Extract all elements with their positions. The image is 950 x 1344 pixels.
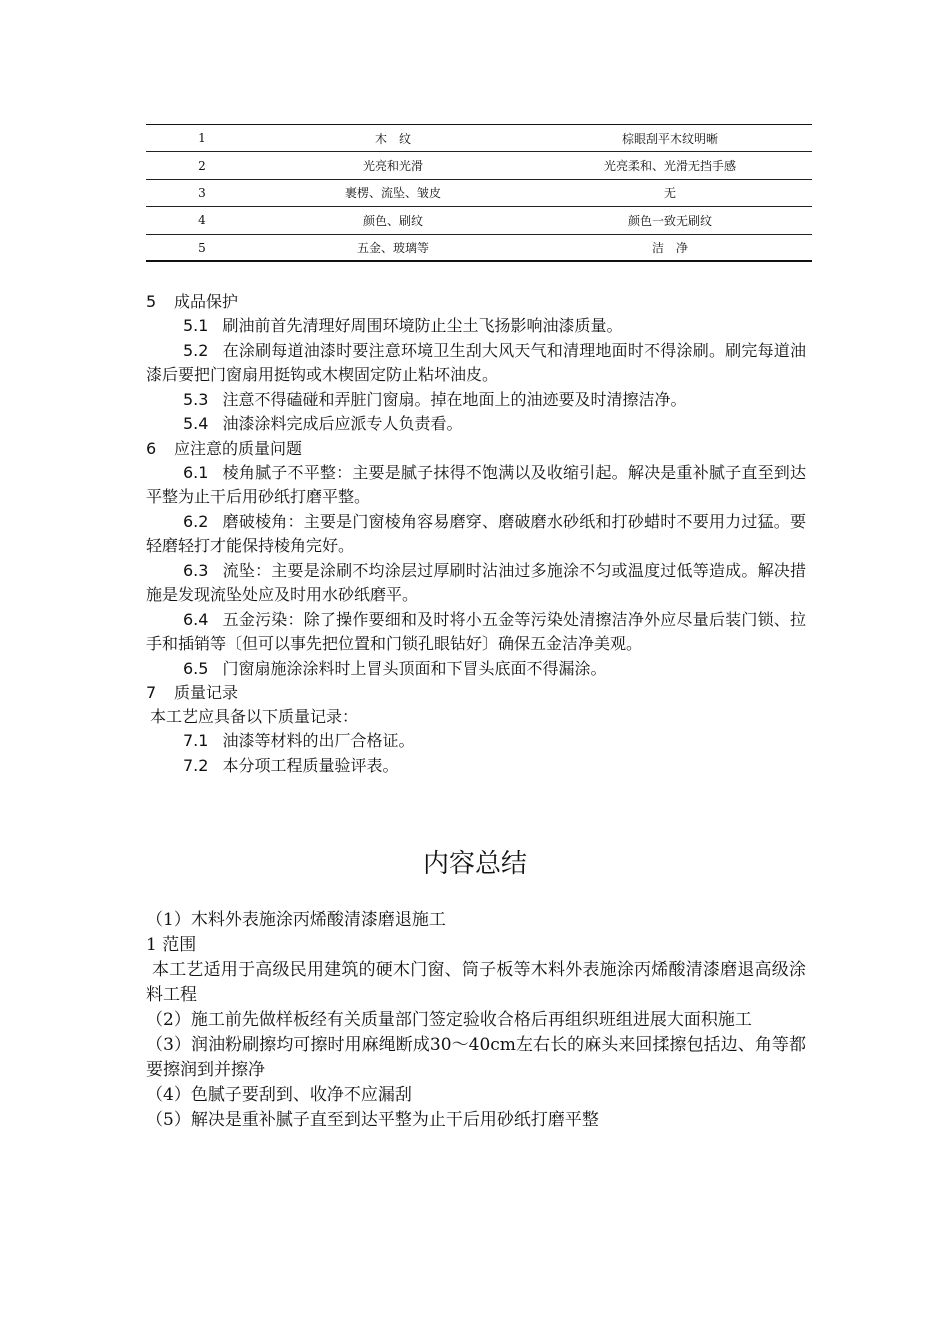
section-number: 5	[146, 292, 157, 311]
clause-6-2: 6.2 磨破棱角：主要是门窗棱角容易磨穿、磨破磨水砂纸和打砂蜡时不要用力过猛。要轻磨轻打才能保持棱角完好。	[146, 511, 806, 555]
summary-line: （2）施工前先做样板经有关质量部门签定验收合格后再组织班组进展大面积施工	[146, 1010, 752, 1030]
clause-5-1: 5.1 刷油前首先清理好周围环境防止尘土飞扬影响油漆质量。	[183, 316, 623, 335]
requirement: 洁 净	[528, 234, 812, 261]
requirement: 光亮柔和、光滑无挡手感	[528, 152, 812, 179]
check-item: 裹楞、流坠、皱皮	[258, 179, 528, 206]
clause-6-5: 6.5 门窗扇施涂涂料时上冒头顶面和下冒头底面不得漏涂。	[183, 658, 607, 678]
table-row	[146, 207, 812, 234]
summary-line: （5）解决是重补腻子直至到达平整为止干后用砂纸打磨平整	[146, 1110, 599, 1130]
summary-line: （3）润油粉刷擦均可擦时用麻绳断成30～40cm左右长的麻头来回揉擦包括边、角等都要擦润到并擦净	[146, 1035, 806, 1080]
clause-6-4: 6.4 五金污染：除了操作要细和及时将小五金等污染处清擦洁净外应尽量后装门锁、拉手和插销等〔但可以事先把位置和门锁孔眼钻好〕确保五金洁净美观。	[146, 609, 806, 653]
check-item: 五金、玻璃等	[258, 234, 528, 261]
clause-5-2: 5.2 在涂刷每道油漆时要注意环境卫生刮大风天气和清理地面时不得涂刷。刷完每道油漆后要把门窗扇用挺钩或木楔固定防止粘坏油皮。	[146, 340, 806, 384]
section-title: 成品保护	[174, 292, 239, 311]
table-row	[146, 234, 812, 261]
clause-7-2: 7.2 本分项工程质量验评表。	[183, 755, 399, 775]
section-title: 应注意的质量问题	[174, 438, 303, 458]
row-number: 3	[146, 179, 258, 206]
row-number: 2	[146, 152, 258, 179]
summary-line: （4）色腻子要刮到、收净不应漏刮	[146, 1085, 412, 1105]
section-heading-7	[146, 681, 806, 705]
section-number: 6	[146, 438, 157, 458]
section-title: 质量记录	[174, 683, 239, 702]
summary-line: 1 范围	[146, 935, 197, 955]
row-number: 5	[146, 234, 258, 261]
requirement: 颜色一致无刷纹	[528, 207, 812, 234]
section-heading-6	[146, 437, 806, 461]
clause-7-1: 7.1 油漆等材料的出厂合格证。	[183, 731, 415, 750]
table-row	[146, 125, 812, 152]
row-number: 1	[146, 125, 258, 152]
clause-6-1: 6.1 棱角腻子不平整：主要是腻子抹得不饱满以及收缩引起。解决是重补腻子直至到达平整为止干后用砂纸打磨平整。	[146, 462, 806, 506]
requirement: 无	[528, 179, 812, 206]
clause-6-3: 6.3 流坠：主要是涂刷不均涂层过厚刷时沾油过多施涂不匀或温度过低等造成。解决措施是发现流坠处应及时用水砂纸磨平。	[146, 560, 806, 604]
row-number: 4	[146, 207, 258, 234]
table-row	[146, 179, 812, 206]
clause-5-4: 5.4 油漆涂料完成后应派专人负责看。	[183, 414, 463, 433]
summary-line: （1）木料外表施涂丙烯酸清漆磨退施工	[146, 910, 446, 930]
check-item: 木 纹	[258, 125, 528, 152]
document-body	[146, 290, 806, 778]
requirement: 棕眼刮平木纹明晰	[528, 125, 812, 152]
check-item: 颜色、刷纹	[258, 207, 528, 234]
summary-title: 内容总结	[422, 849, 527, 879]
summary-line: 本工艺适用于高级民用建筑的硬木门窗、筒子板等木料外表施涂丙烯酸清漆磨退高级涂料工程	[146, 960, 806, 1005]
section-intro: 本工艺应具备以下质量记录：	[150, 707, 359, 726]
quality-table	[146, 124, 812, 262]
summary-body	[146, 908, 806, 1133]
table-row	[146, 152, 812, 179]
clause-5-3: 5.3 注意不得磕碰和弄脏门窗扇。掉在地面上的油迹要及时清擦洁净。	[183, 389, 687, 409]
section-number: 7	[146, 683, 157, 702]
check-item: 光亮和光滑	[258, 152, 528, 179]
section-heading-5	[146, 290, 806, 314]
